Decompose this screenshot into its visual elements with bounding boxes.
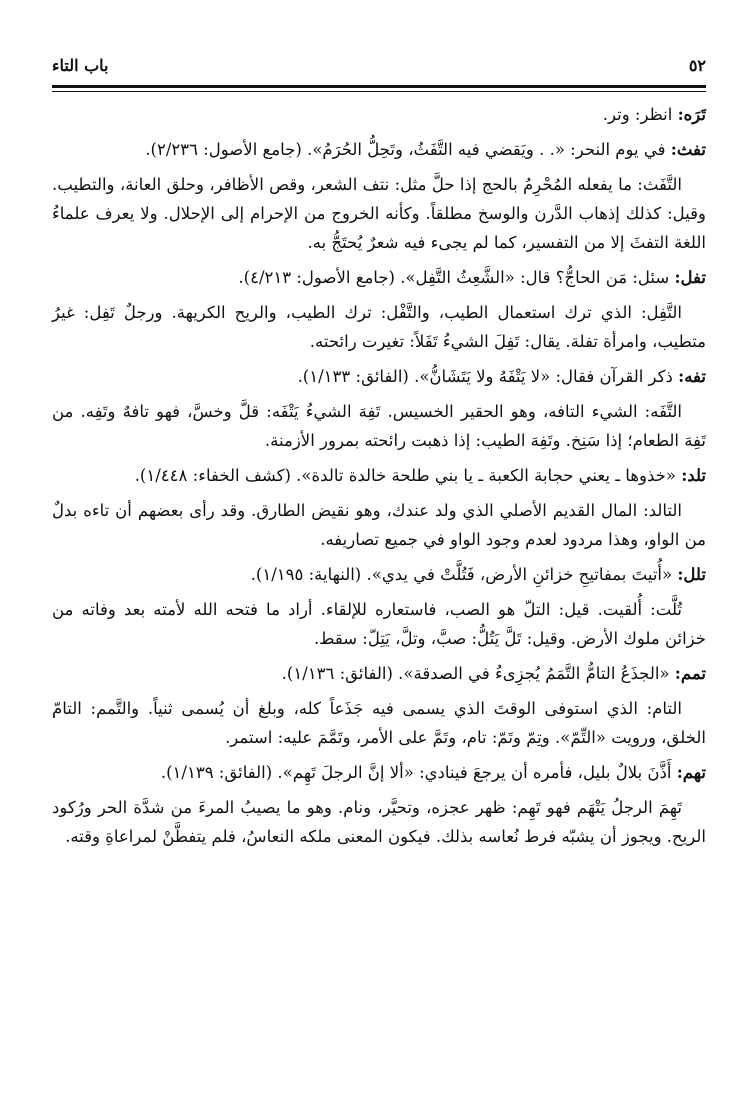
definition-paragraph: التالد: المال القديم الأصلي الذي ولد عندك، وهو نقيض الطارق. وقد رأى بعضهم أن تاءه بدلٌ من الواو، وهذا مردود لعدم وجود الواو في جميع تصاريفه. [52, 501, 706, 549]
header-rule-thin [52, 91, 706, 92]
headword: تَرَه: [677, 105, 706, 124]
entry-text: «أُتيتَ بمفاتيحِ خزائنِ الأرض، فَتُلَّتْ في يدي». (النهاية: ١/١٩٥). [250, 565, 678, 584]
entry-text: أَذَّنَ بلالٌ بليل، فأمره أن يرجعَ فينادي: «ألا إنَّ الرجلَ تَهِم». (الفائق: ١/١٣٩). [160, 763, 677, 782]
header-rule-thick [52, 85, 706, 88]
entry-text: «الجذَعُ التامُّ التَّمَمُ يُجزِىءُ في الصدقة». (الفائق: ١/١٣٦). [281, 664, 675, 683]
entry-text: في يوم النحر: «. . ويَقضي فيه التَّفَثُ، وتَحِلُّ الحُرَمُ». (جامع الأصول: ٢/٢٣٦). [145, 140, 671, 159]
definition-paragraph: التَّفَه: الشيء التافه، وهو الحقير الخسيس. تَفِهَ الشيءُ يَتْفَه: قلَّ وخسَّ، فهو تافهٌ وتَفِه. من تَفِهَ الطعام؛ إذا سَنِخ. وتَفِهَ الطيب: إذا ذهبت رائحته بمرور الأزمنة. [52, 402, 706, 450]
page-body [52, 100, 706, 857]
entry-head [52, 100, 706, 129]
definition-paragraph: التَّفِل: الذي ترك استعمال الطيب، والتَّفْل: ترك الطيب، والريح الكريهة. ورجلٌ تَفِل: غيرُ متطيب، وامرأة تفلة. يقال: تَفِلَ الشيءُ تَفَلاً: تغيرت رائحته. [52, 303, 706, 351]
definition-paragraph: تُلَّت: أُلقيت. قيل: التلّ هو الصب، فاستعاره للإلقاء. أراد ما فتحه الله لأمته بعد وفاته من خزائن ملوك الأرض. وقيل: تَلَّ يَتُلُّ: صبَّ، وتلَّ، يَتِلّ: سقط. [52, 600, 706, 648]
entry-head [52, 461, 706, 490]
headword: تفل: [674, 268, 706, 287]
entry-head [52, 135, 706, 164]
definition-paragraph: تَهِمَ الرجلُ يَتْهَم فهو تَهِم: ظهر عجزه، وتحيَّر، ونام. وهو ما يصيبُ المرءَ من شدَّة الحر ورُكود الريح. ويجوز أن يشبّه فرط نُعاسه بذلك. فيكون المعنى ملكه النعاسُ، فلم يتفطَّنْ لمراعاةِ وقته. [52, 798, 706, 846]
headword: تلل: [677, 565, 706, 584]
headword: تهم: [676, 763, 706, 782]
entry-text: سئل: مَن الحاجُّ؟ قال: «الشَّعِثُ التَّفِل». (جامع الأصول: ٤/٢١٣). [238, 268, 675, 287]
headword: تفه: [678, 367, 706, 386]
section-title: باب التاء [52, 56, 109, 75]
entry-head [52, 758, 706, 787]
entry-head [52, 659, 706, 688]
entry-head [52, 263, 706, 292]
entry-text: ذكر القرآن فقال: «لا يَتْفَهُ ولا يَتَشَانُّ». (الفائق: ١/١٣٣). [297, 367, 679, 386]
page-number: ٥٢ [688, 56, 706, 75]
entry-head [52, 560, 706, 589]
entry-head [52, 362, 706, 391]
headword: تمم: [674, 664, 706, 683]
definition-paragraph: التام: الذي استوفى الوقتَ الذي يسمى فيه جَذَعاً كله، وبلغ أن يُسمى ثنياً. والتَّمم: التامّ الخلق، ورويت «التِّمّ». وتِمّ وتَمّ: تام، وتَمَّ على الأمر، وتَمَّمَ عليه: استمر. [52, 699, 706, 747]
definition-paragraph: التَّفَث: ما يفعله المُحْرِمُ بالحج إذا حلَّ مثل: نتف الشعر، وقص الأظافر، وحلق العانة، والتطيب. وقيل: كذلك إذهاب الدَّرن والوسخ مطلقاً. وكأنه الخروج من الإحرام إلى الإحلال. ولا يعرف علماءُ اللغة التفثَ إلا من التفسير، كما لم يجىء فيه شعرٌ يُحتَجُّ به. [52, 175, 706, 252]
headword: تفث: [670, 140, 706, 159]
headword: تلد: [681, 466, 706, 485]
entry-text: «خذوها ـ يعني حجابة الكعبة ـ يا بني طلحة خالدة تالدة». (كشف الخفاء: ١/٤٤٨). [134, 466, 682, 485]
entry-text: انظر: وتر. [602, 105, 678, 124]
page-header [52, 52, 706, 82]
